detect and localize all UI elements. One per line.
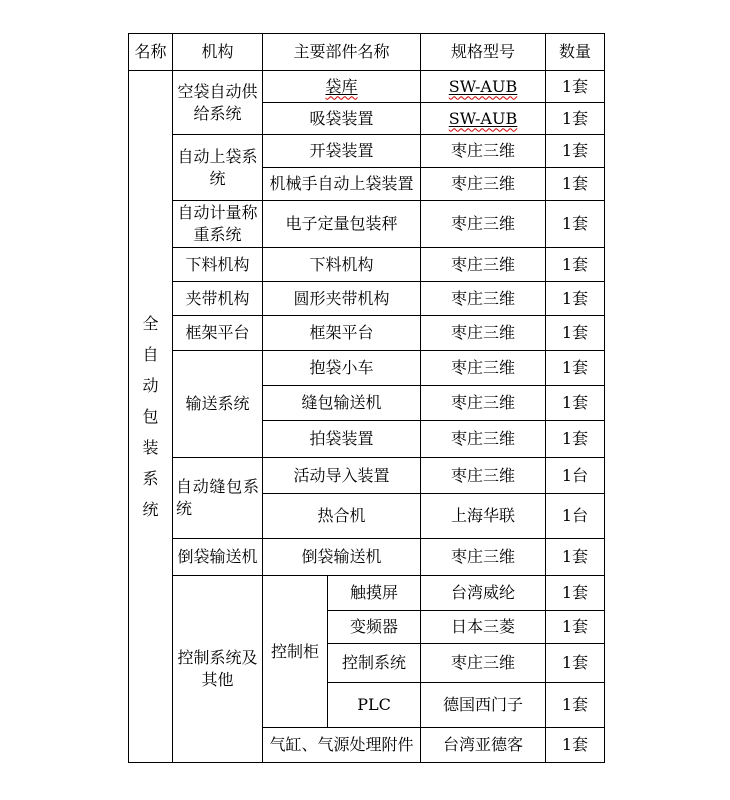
header-row (129, 34, 605, 71)
qty-cell: 1套 (546, 728, 605, 763)
mechanism-cell: 空袋自动供给系统 (173, 71, 263, 135)
model-cell: 枣庄三维 (421, 458, 546, 494)
part-cell: 圆形夹带机构 (263, 282, 421, 316)
qty-cell: 1套 (546, 683, 605, 728)
table-row (129, 539, 605, 576)
model-underlined-text: 袋库 (325, 76, 358, 96)
qty-cell: 1台 (546, 494, 605, 539)
table-row (129, 71, 605, 103)
mechanism-cell: 输送系统 (173, 351, 263, 458)
mechanism-cell: 控制系统及其他 (173, 576, 263, 763)
part-cell: 拍袋装置 (263, 421, 421, 458)
part-cell: 开袋装置 (263, 135, 421, 168)
qty-cell: 1套 (546, 351, 605, 386)
model-cell: 上海华联 (421, 494, 546, 539)
part-cell: PLC (328, 683, 421, 728)
part-cell: 缝包输送机 (263, 386, 421, 421)
system-name-cell (129, 71, 173, 763)
model-cell (421, 103, 546, 135)
mechanism-cell: 倒袋输送机 (173, 539, 263, 576)
part-cell: 触摸屏 (328, 576, 421, 611)
qty-cell: 1套 (546, 316, 605, 351)
model-cell: 枣庄三维 (421, 316, 546, 351)
qty-cell: 1套 (546, 611, 605, 644)
header-name: 名称 (129, 34, 173, 71)
model-cell (421, 71, 546, 103)
part-cell: 下料机构 (263, 248, 421, 282)
table-row (129, 458, 605, 494)
qty-cell: 1套 (546, 421, 605, 458)
spec-table (128, 33, 605, 763)
mechanism-cell: 框架平台 (173, 316, 263, 351)
model-cell: 枣庄三维 (421, 282, 546, 316)
qty-cell: 1套 (546, 71, 605, 103)
part-cell: 机械手自动上袋装置 (263, 168, 421, 201)
model-cell: 枣庄三维 (421, 248, 546, 282)
model-cell: 枣庄三维 (421, 386, 546, 421)
part-cell: 吸袋装置 (263, 103, 421, 135)
qty-cell: 1套 (546, 168, 605, 201)
mechanism-cell: 自动上袋系统 (173, 135, 263, 201)
model-cell: 枣庄三维 (421, 421, 546, 458)
table-row (129, 576, 605, 611)
part-cell: 控制系统 (328, 644, 421, 683)
model-cell: 枣庄三维 (421, 539, 546, 576)
table-row (129, 316, 605, 351)
mechanism-cell: 自动缝包系统 (173, 458, 263, 539)
qty-cell: 1套 (546, 248, 605, 282)
mechanism-cell: 下料机构 (173, 248, 263, 282)
qty-cell: 1台 (546, 458, 605, 494)
part-cell: 气缸、气源处理附件 (263, 728, 421, 763)
cabinet-cell: 控制柜 (263, 576, 328, 728)
part-cell (263, 71, 421, 103)
qty-cell: 1套 (546, 576, 605, 611)
header-model: 规格型号 (421, 34, 546, 71)
part-cell: 抱袋小车 (263, 351, 421, 386)
header-mechanism: 机构 (173, 34, 263, 71)
part-cell: 电子定量包装秤 (263, 201, 421, 248)
model-cell: 枣庄三维 (421, 351, 546, 386)
table-row (129, 351, 605, 386)
table-row (129, 282, 605, 316)
part-cell: 热合机 (263, 494, 421, 539)
part-cell: 活动导入装置 (263, 458, 421, 494)
model-underlined-text: SW-AUB (448, 76, 518, 96)
model-cell: 枣庄三维 (421, 135, 546, 168)
model-cell: 枣庄三维 (421, 168, 546, 201)
mechanism-cell: 夹带机构 (173, 282, 263, 316)
qty-cell: 1套 (546, 282, 605, 316)
model-cell: 台湾亚德客 (421, 728, 546, 763)
qty-cell: 1套 (546, 201, 605, 248)
model-cell: 枣庄三维 (421, 201, 546, 248)
model-cell: 日本三菱 (421, 611, 546, 644)
model-cell: 枣庄三维 (421, 644, 546, 683)
qty-cell: 1套 (546, 644, 605, 683)
part-cell: 倒袋输送机 (263, 539, 421, 576)
system-name-vertical-text: 全自动包装系统 (142, 314, 159, 519)
part-cell: 框架平台 (263, 316, 421, 351)
header-quantity: 数量 (546, 34, 605, 71)
qty-cell: 1套 (546, 539, 605, 576)
table-row (129, 248, 605, 282)
qty-cell: 1套 (546, 103, 605, 135)
table-row (129, 135, 605, 168)
header-part: 主要部件名称 (263, 34, 421, 71)
model-cell: 德国西门子 (421, 683, 546, 728)
model-cell: 台湾威纶 (421, 576, 546, 611)
model-underlined-text: SW-AUB (448, 108, 518, 128)
qty-cell: 1套 (546, 135, 605, 168)
part-cell: 变频器 (328, 611, 421, 644)
table-row (129, 201, 605, 248)
mechanism-cell: 自动计量称重系统 (173, 201, 263, 248)
qty-cell: 1套 (546, 386, 605, 421)
